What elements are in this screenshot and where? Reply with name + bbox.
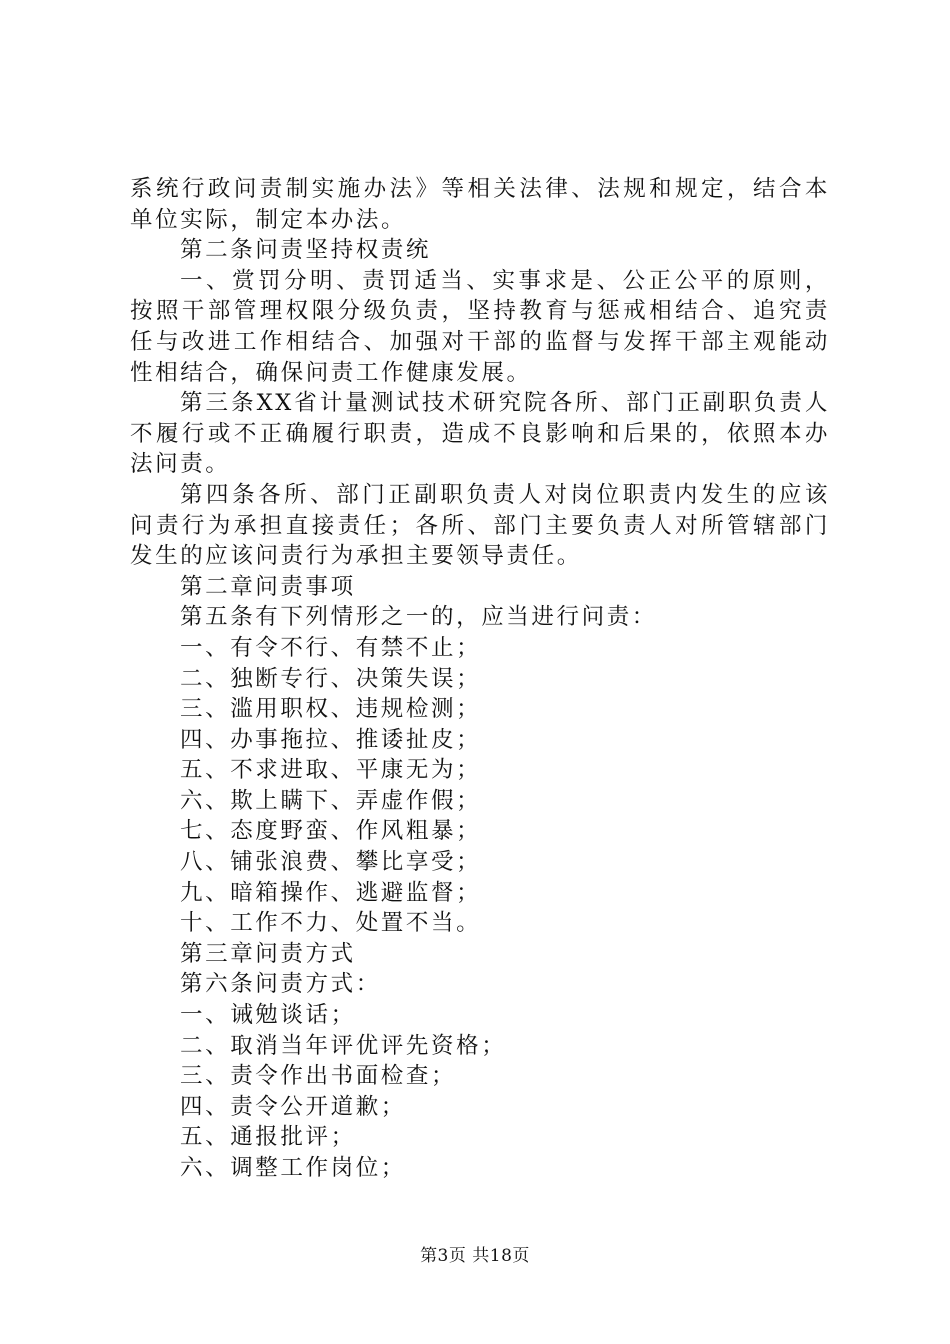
list-item: 九、暗箱操作、逃避监督； [180,879,482,906]
list-item: 四、责令公开道歉； [180,1093,406,1120]
list-item: 七、态度野蛮、作风粗暴； [180,818,482,845]
list-item: 五、不求进取、平康无为； [180,757,482,784]
list-item: 三、滥用职权、违规检测； [180,696,482,723]
list-item: 三、责令作出书面检查； [180,1063,457,1090]
list-item: 四、办事拖拉、推诿扯皮； [180,726,482,753]
article-2-heading: 第二条问责坚持权责统 [180,237,432,264]
list-item: 六、欺上瞒下、弄虚作假； [180,787,482,814]
chapter-2-heading: 第二章问责事项 [180,573,356,600]
article-3: 第三条XX省计量测试技术研究院各所、部门正副职负责人不履行或不正确履行职责，造成不良影响和后果的，依照本办法问责。 [130,390,830,478]
list-item: 八、铺张浪费、攀比享受； [180,849,482,876]
paragraph-continuation: 系统行政问责制实施办法》等相关法律、法规和规定，结合本单位实际，制定本办法。 [130,176,830,233]
list-item: 一、有令不行、有禁不止； [180,634,482,661]
list-item: 五、通报批评； [180,1124,356,1151]
list-item: 二、独断专行、决策失误； [180,665,482,692]
list-item: 十、工作不力、处置不当。 [180,910,482,937]
list-item: 六、调整工作岗位； [180,1155,406,1181]
article-5: 第五条有下列情形之一的，应当进行问责： [180,604,657,631]
document-body [130,174,830,1184]
chapter-3-heading: 第三章问责方式 [180,940,356,967]
article-6: 第六条问责方式： [180,971,381,998]
list-item: 二、取消当年评优评先资格； [180,1032,507,1059]
article-4: 第四条各所、部门正副职负责人对岗位职责内发生的应该问责行为承担直接责任；各所、部门主要负责人对所管辖部门发生的应该问责行为承担主要领导责任。 [130,481,830,570]
page-number-footer: 第3页 共18页 [420,1246,530,1266]
list-item: 一、诫勉谈话； [180,1002,356,1029]
article-2-principles: 一、赏罚分明、责罚适当、实事求是、公正公平的原则，按照干部管理权限分级负责，坚持教育与惩戒相结合、追究责任与改进工作相结合、加强对干部的监督与发挥干部主观能动性相结合，确保问责工作健康发展。 [130,267,830,386]
